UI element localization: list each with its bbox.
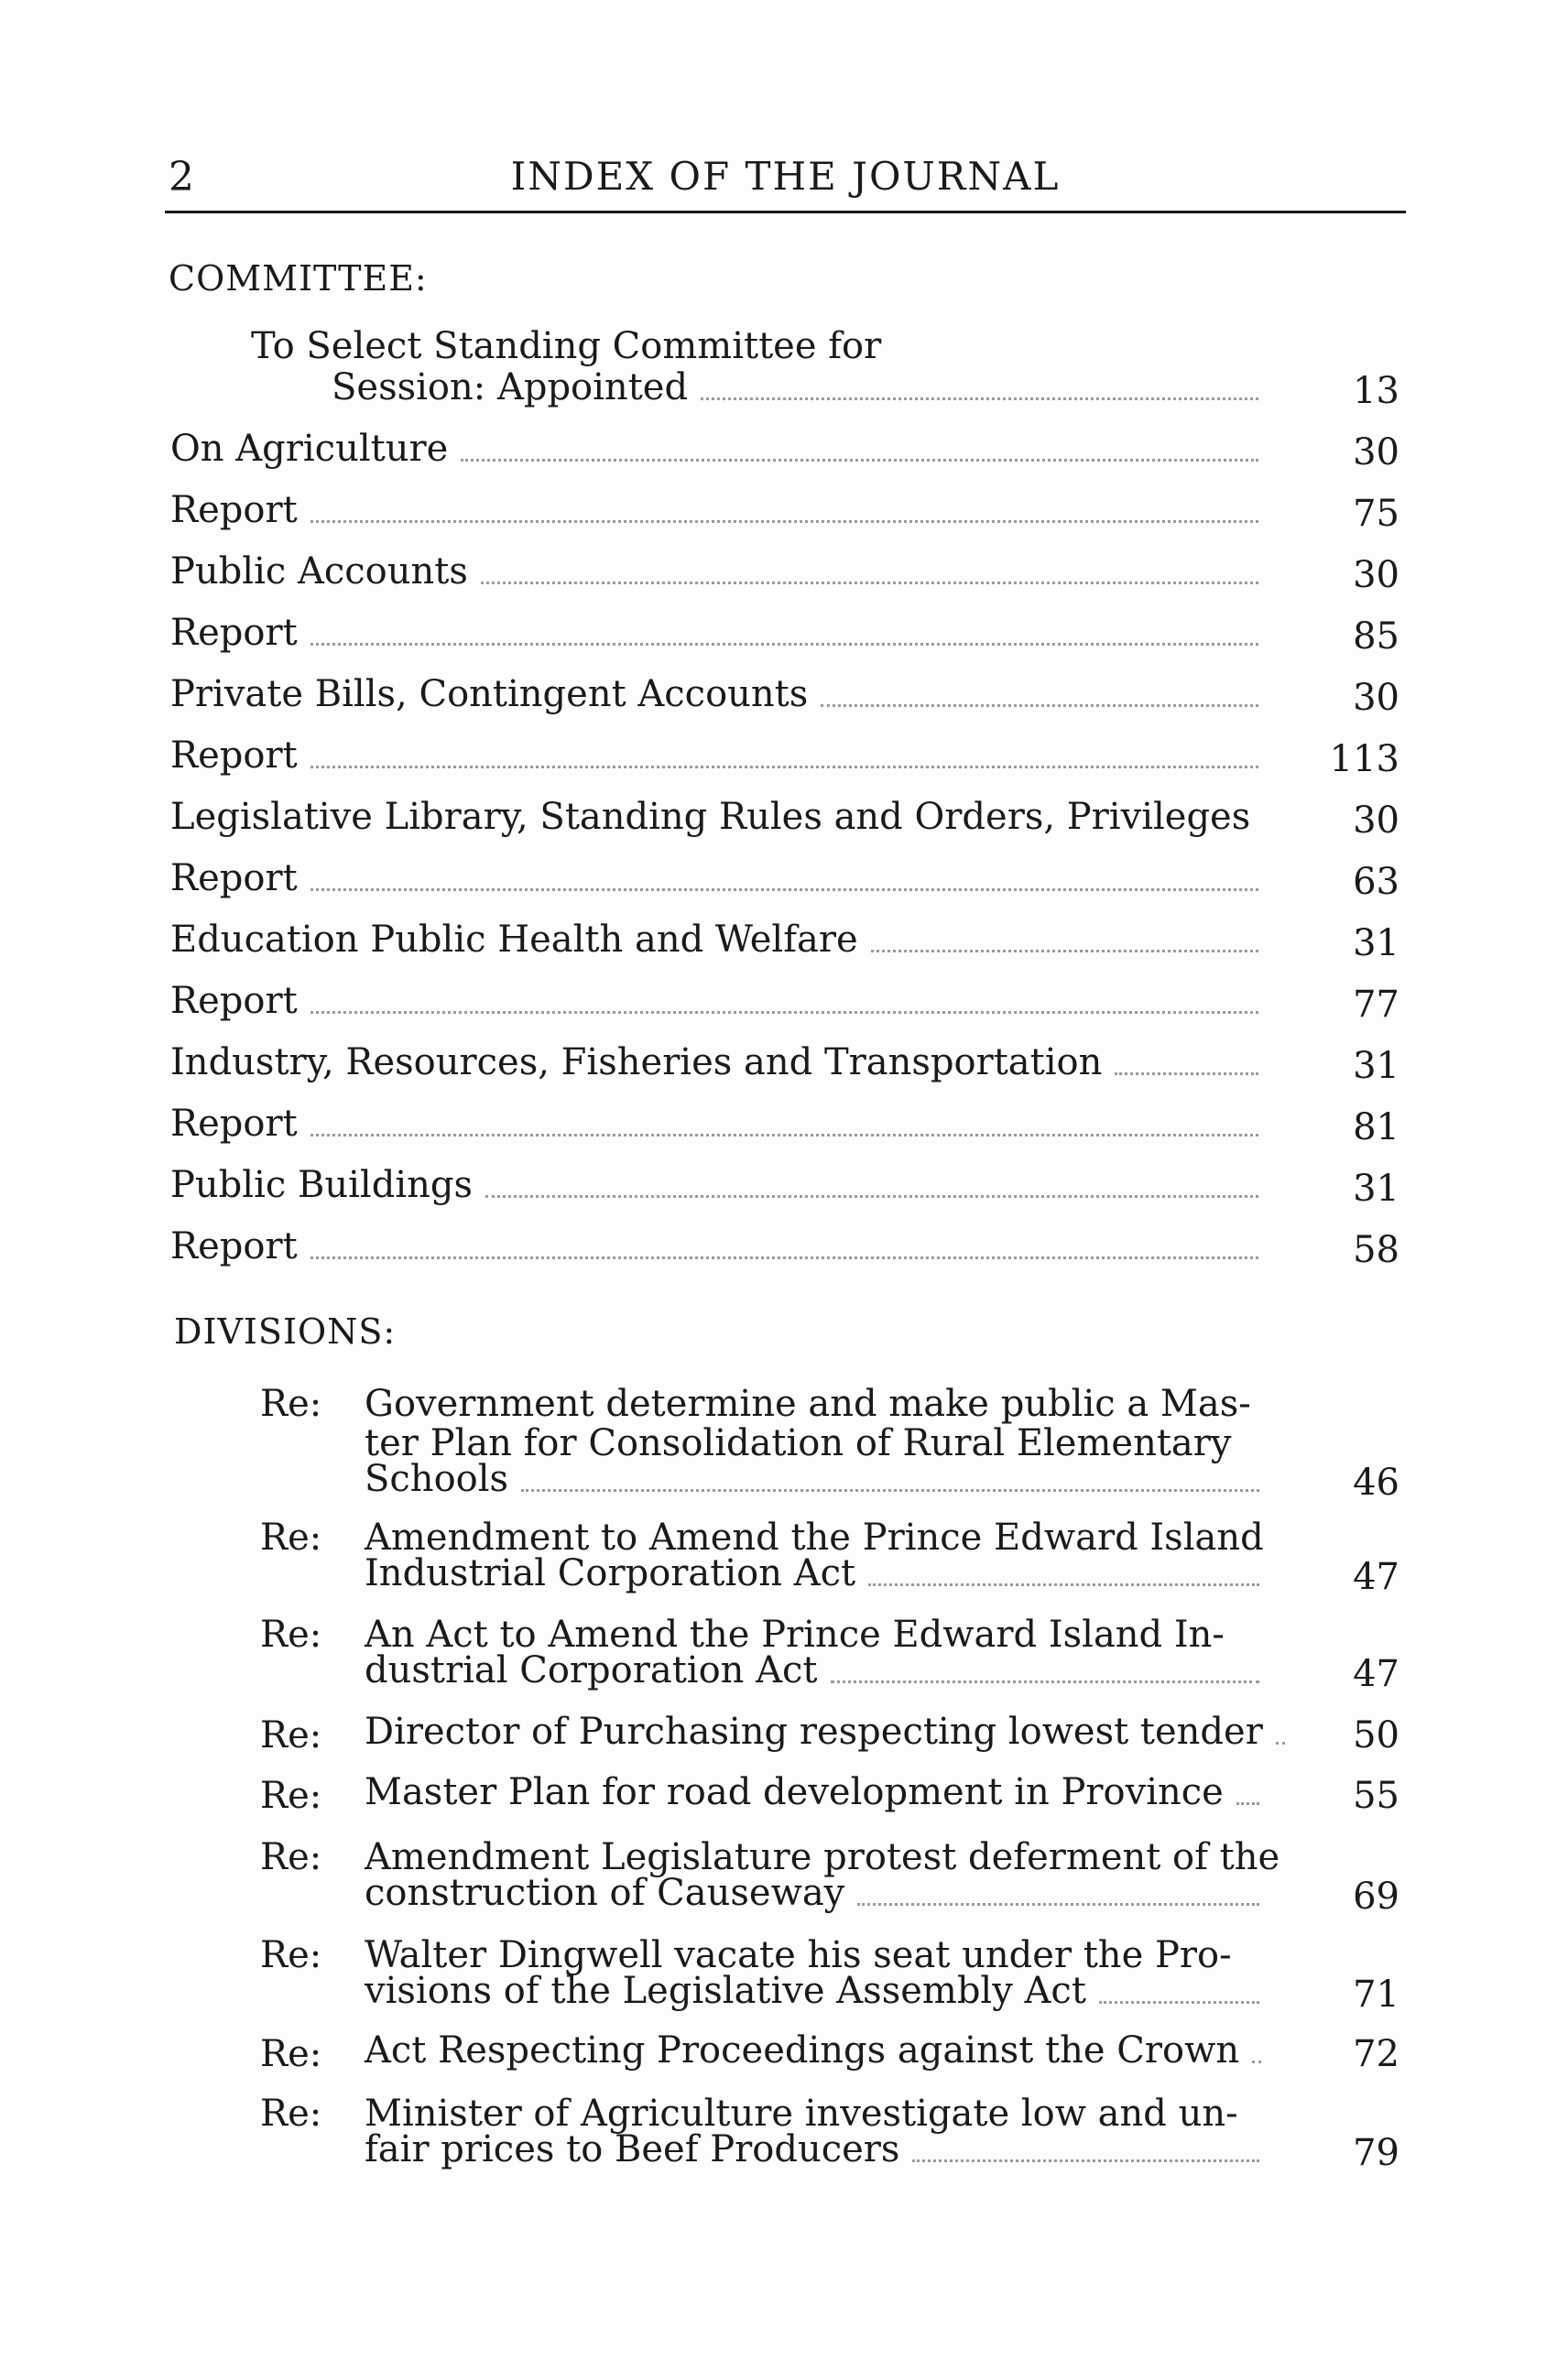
leader-dots [1236,1802,1259,1805]
committee-entry [170,733,1266,777]
committee-entry-page: 30 [1353,554,1399,596]
leader-dots [310,520,1258,523]
division-entry-text: ter Plan for Consolidation of Rural Elementary [365,1422,1232,1464]
division-entry-page: 69 [1353,1876,1399,1918]
committee-entry [170,978,1266,1022]
committee-entry-page: 30 [1353,431,1399,473]
division-entry-text: Schools [365,1458,509,1500]
leader-dots [485,1195,1258,1198]
committee-entry-label: Report [170,980,298,1022]
committee-entry-page: 31 [1353,1168,1399,1210]
leader-dots [310,1011,1258,1014]
division-entry-page: 79 [1353,2132,1399,2174]
division-prefix: Re: [260,1775,322,1817]
leader-dots [521,1489,1259,1492]
page-number: 2 [169,154,194,201]
leader-dots [1115,1072,1258,1075]
committee-entry-label: Report [170,734,298,777]
committee-entry-label: Report [170,489,298,531]
leader-dots [821,704,1258,707]
division-prefix: Re: [260,1517,322,1559]
division-entry-text: Government determine and make public a Mas- [365,1383,1251,1425]
committee-entry-page: 81 [1353,1106,1399,1148]
committee-entry [170,1101,1266,1145]
committee-entry-label: Report [170,857,298,899]
division-entry-page: 46 [1353,1462,1399,1504]
division-entry-text: Director of Purchasing respecting lowest tender [365,1711,1263,1753]
leader-dots [310,766,1258,768]
division-entry-page: 72 [1353,2033,1399,2075]
committee-entry-label: Public Accounts [170,550,468,593]
leader-dots [857,1903,1259,1906]
division-entry-text: Amendment Legislature protest deferment of the [365,1836,1280,1878]
division-prefix: Re: [260,2033,322,2075]
division-prefix: Re: [260,1383,322,1425]
division-prefix: Re: [260,1836,322,1878]
division-entry-text: Minister of Agriculture investigate low and un- [365,2093,1238,2135]
leader-dots [481,582,1258,584]
division-entry-last-line [365,1870,1267,1914]
committee-entry [170,1224,1266,1267]
leader-dots [912,2159,1259,2162]
division-entry-page: 55 [1353,1775,1399,1817]
division-entry-text: dustrial Corporation Act [365,1649,818,1691]
committee-entry-label: Legislative Library, Standing Rules and Orders, Privileges [170,796,1251,838]
committee-intro-page: 13 [1353,370,1399,412]
page-title: INDEX OF THE JOURNAL [510,154,1061,199]
leader-dots [701,397,1258,400]
division-entry-text: An Act to Amend the Prince Edward Island In- [365,1614,1225,1656]
division-entry-last-line [365,2126,1267,2170]
committee-entry-label: Report [170,612,298,654]
division-entry-page: 50 [1353,1714,1399,1756]
page-header [165,154,1406,213]
divisions-section-title: DIVISIONS: [174,1311,397,1352]
division-entry-last-line [365,2028,1267,2072]
committee-section-title: COMMITTEE: [169,258,428,299]
leader-dots [310,1256,1258,1259]
committee-entry-label: Public Buildings [170,1164,474,1206]
division-entry-text: visions of the Legislative Assembly Act [365,1970,1086,2012]
division-entry-text: Master Plan for road development in Province [365,1771,1224,1813]
committee-entry [170,1039,1266,1083]
division-prefix: Re: [260,1614,322,1656]
committee-intro-entry [332,364,1266,408]
committee-entry-label: Report [170,1103,298,1145]
committee-entry-page: 30 [1353,677,1399,719]
division-entry-text: Walter Dingwell vacate his seat under the Pro- [365,1934,1232,1976]
committee-intro-line-1: To Select Standing Committee for [251,325,882,367]
committee-entry-page: 75 [1353,493,1399,535]
committee-entry-label: On Agriculture [170,428,449,470]
division-entry-last-line [365,1968,1267,2012]
leader-dots [310,888,1258,891]
committee-entry-page: 30 [1353,799,1399,842]
committee-intro-line-2: Session: Appointed [332,366,689,408]
leader-dots [871,950,1258,952]
committee-entry-page: 31 [1353,1045,1399,1087]
committee-entry-page: 85 [1353,615,1399,658]
division-entry-text: Amendment to Amend the Prince Edward Island [365,1517,1264,1559]
division-entry-text: Act Respecting Proceedings against the Crown [365,2029,1240,2072]
leader-dots [1276,1742,1285,1745]
division-entry-page: 71 [1353,1974,1399,2016]
committee-entry-page: 58 [1353,1229,1399,1271]
committee-entry [170,426,1266,470]
division-entry-last-line [365,1550,1267,1594]
division-entry-text: Industrial Corporation Act [365,1552,856,1594]
committee-entry [170,549,1266,593]
division-entry-last-line [365,1648,1267,1691]
leader-dots [831,1680,1260,1683]
leader-dots [461,459,1258,462]
division-entry-last-line [365,1769,1267,1813]
committee-entry-page: 63 [1353,861,1399,903]
division-entry-text: fair prices to Beef Producers [365,2128,900,2170]
committee-entry [170,794,1266,838]
division-entry-page: 47 [1353,1653,1399,1695]
committee-entry [170,487,1266,531]
leader-dots [1099,2001,1259,2004]
committee-entry [170,1162,1266,1206]
division-entry-page: 47 [1353,1556,1399,1598]
leader-dots [310,643,1258,646]
division-prefix: Re: [260,2093,322,2135]
committee-entry [170,855,1266,899]
committee-entry-page: 31 [1353,922,1399,964]
division-entry-last-line [365,1709,1267,1753]
division-entry-text: construction of Causeway [365,1872,845,1914]
committee-entry [170,610,1266,654]
committee-entry-page: 77 [1353,984,1399,1026]
leader-dots [310,1134,1258,1137]
committee-entry [170,671,1266,715]
committee-entry [170,917,1266,961]
division-entry-last-line [365,1456,1267,1500]
leader-dots [868,1583,1259,1586]
leader-dots [1252,2061,1261,2063]
division-prefix: Re: [260,1934,322,1976]
committee-entry-label: Report [170,1225,298,1267]
committee-entry-label: Education Public Health and Welfare [170,919,858,961]
committee-entry-label: Industry, Resources, Fisheries and Transportation [170,1041,1103,1083]
division-prefix: Re: [260,1714,322,1756]
committee-entry-page: 113 [1329,738,1399,780]
committee-entry-label: Private Bills, Contingent Accounts [170,673,809,715]
